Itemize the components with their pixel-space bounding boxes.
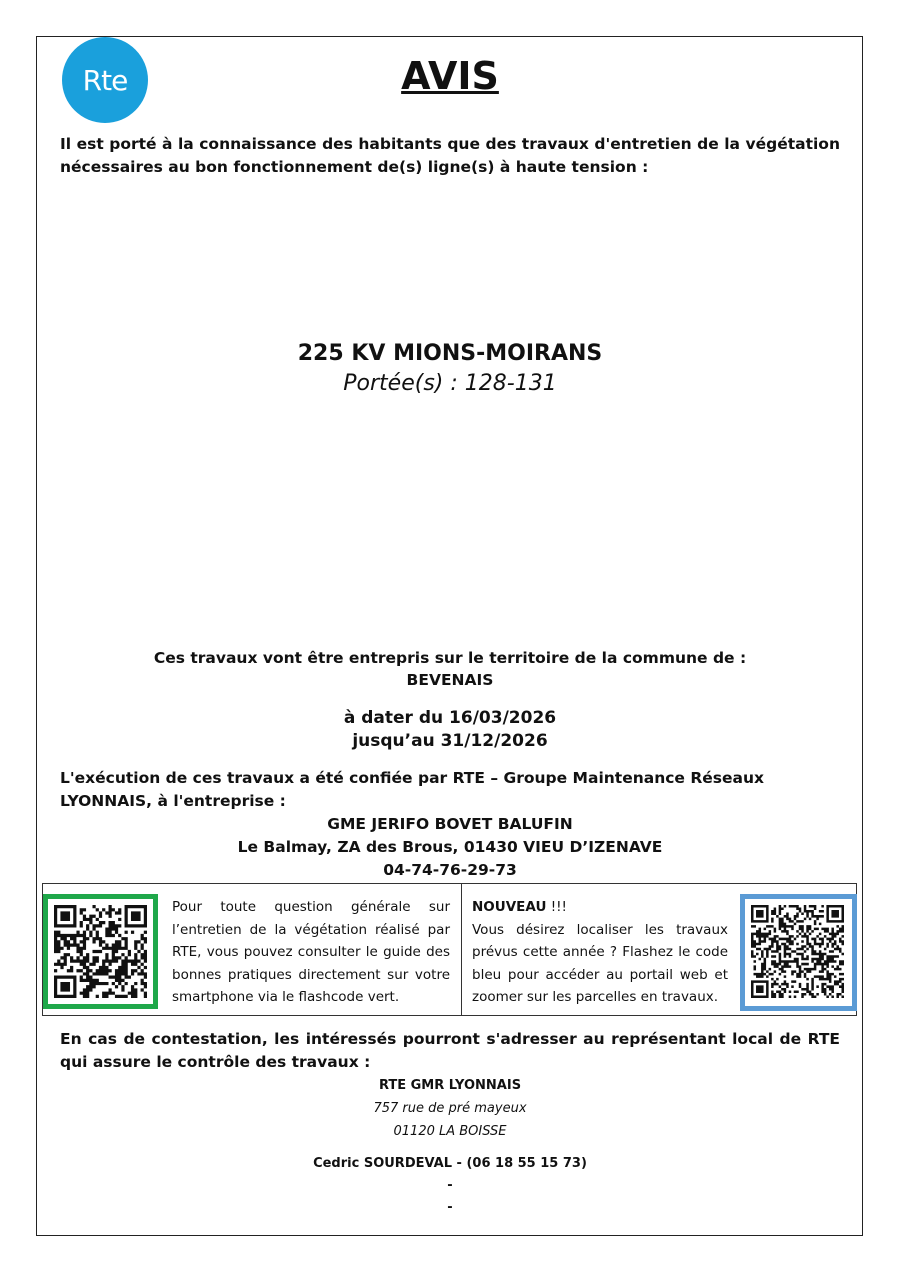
company-address: Le Balmay, ZA des Brous, 01430 VIEU D’IZENAVE [237, 838, 663, 856]
company-name: GME JERIFO BOVET BALUFIN [327, 815, 573, 833]
rep-city: 01120 LA BOISSE [393, 1124, 507, 1139]
date-from: à dater du 16/03/2026 [343, 708, 557, 728]
qr-modules [54, 905, 147, 998]
intro-paragraph: Il est porté à la connaissance des habitants que des travaux d'entretien de la végétation nécessaires au bon fonctionnement de(s) ligne(s) à haute tension : [60, 135, 840, 176]
rte-logo-text: Rte [82, 63, 128, 97]
commune-label: Ces travaux vont être entrepris sur le territoire de la commune de : [153, 649, 747, 667]
rep-contact: Cedric SOURDEVAL - (06 18 55 15 73) [313, 1156, 587, 1171]
commune-name: BEVENAIS [406, 671, 494, 689]
nouveau-label: NOUVEAU [472, 899, 547, 915]
table-divider [461, 884, 462, 1015]
rep-dash-1: - [447, 1178, 453, 1193]
nouveau-heading [472, 896, 728, 919]
qr-right-text: Vous désirez localiser les travaux prévus cette année ? Flashez le code bleu pour accéder au portail web et zoomer sur les parcelles en travaux. [472, 921, 728, 1006]
contest-paragraph: En cas de contestation, les intéressés pourront s'adresser au représentant local de RTE qui assure le contrôle des travaux : [60, 1030, 840, 1071]
rep-org: RTE GMR LYONNAIS [378, 1078, 522, 1093]
date-to: jusqu’au 31/12/2026 [352, 731, 548, 751]
rep-street: 757 rue de pré mayeux [373, 1101, 527, 1116]
qr-left-text: Pour toute question générale sur l’entretien de la végétation réalisé par RTE, vous pouvez consulter le guide des bonnes pratiques directement sur votre smartphone via le flashcode vert. [172, 899, 450, 1006]
blue-qr-pattern [751, 905, 844, 998]
nouveau-exclaim: !!! [546, 899, 567, 915]
line-name: 225 KV MIONS-MOIRANS [297, 341, 603, 366]
page-title: AVIS [401, 54, 499, 98]
rep-dash-2: - [447, 1200, 453, 1215]
line-portee: Portée(s) : 128-131 [343, 371, 557, 396]
blue-qr-code[interactable] [740, 894, 857, 1011]
qr-right-block [472, 896, 728, 1009]
company-phone: 04-74-76-29-73 [383, 861, 517, 879]
qr-modules [751, 905, 844, 998]
green-qr-code[interactable] [43, 894, 158, 1009]
execution-paragraph: L'exécution de ces travaux a été confiée par RTE – Groupe Maintenance Réseaux LYONNAIS, à l'entreprise : [60, 769, 765, 810]
green-qr-pattern [54, 905, 147, 998]
qr-info-table [42, 883, 857, 1016]
